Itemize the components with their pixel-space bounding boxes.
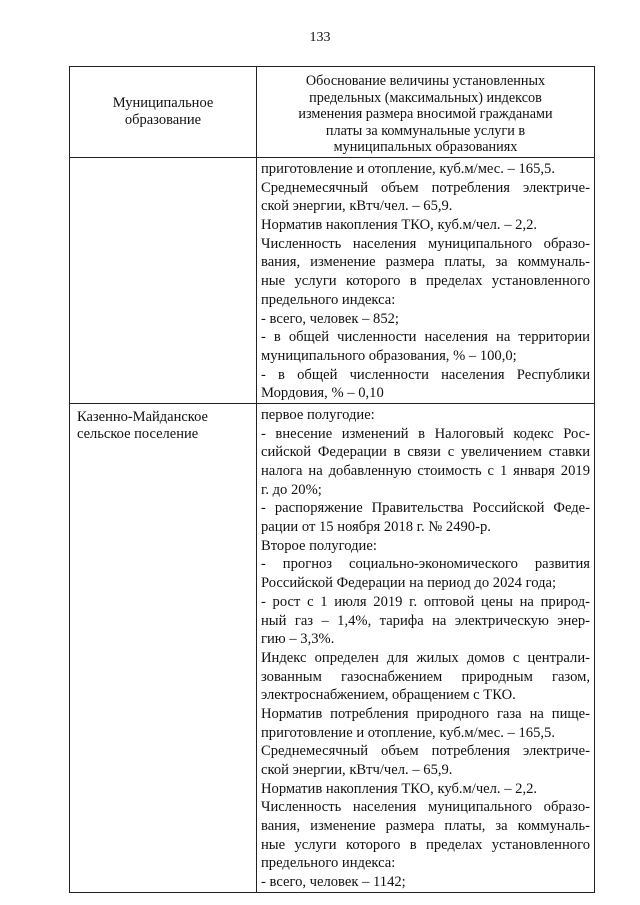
text-line: вания, изменение размера платы, за коммуналь- [261,818,590,835]
text-line: Мордовия, % – 0,10 [261,385,384,402]
header-justification [257,67,595,158]
header-justification-line: Обоснование величины установленных [305,73,546,89]
text-line: Норматив накопления ТКО, куб.м/чел. – 2,2. [261,780,538,797]
text-line: Среднемесячный объем потребления электриче- [261,743,590,760]
header-municipality [70,67,257,158]
text-line: г. до 20%; [261,481,322,498]
text-line: Численность населения муниципального образо- [261,235,590,252]
header-justification-line: платы за коммунальные услуги в [325,122,526,139]
text-line: ный газ – 1,4%, тарифа на электрическую энер- [261,612,590,629]
header-municipality-line: образование [124,112,202,128]
justification-cell [257,403,595,892]
text-line: электроснабжением, обращением с ТКО. [261,687,516,704]
text-line: Индекс определен для жилых домов с централи- [261,649,590,666]
text-line: - в общей численности населения Республики [261,366,590,383]
table-header-row [70,67,595,158]
text-line: ской энергии, кВтч/чел. – 65,9. [261,198,453,215]
table-row [70,158,595,404]
table-row [70,403,595,892]
text-line: предельного индекса: [261,291,396,308]
text-line: налога на добавленную стоимость с 1 января 2019 [261,463,590,479]
text-line: Норматив накопления ТКО, куб.м/чел. – 2,2. [261,217,538,234]
municipality-cell [70,158,257,404]
text-line: - всего, человек – 852; [261,310,399,327]
text-line: - всего, человек – 1142; [261,874,406,891]
page-number: 133 [309,30,331,45]
text-line: приготовление и отопление, куб.м/мес. – 165,5. [261,724,555,741]
text-line: рации от 15 ноября 2018 г. № 2490-р. [261,519,491,536]
text-line: ные услуги которого в пределах установленного [261,273,590,290]
municipality-name-line: сельское поселение [77,425,199,442]
text-line: ные услуги которого в пределах установленного [261,836,590,853]
text-line: муниципального образования, % – 100,0; [261,347,517,364]
text-line: - прогноз социально-экономического развития [261,556,590,573]
text-line: первое полугодие: [261,406,375,423]
text-line: вания, изменение размера платы, за коммуналь- [261,254,590,271]
text-line: Численность населения муниципального образо- [261,799,590,816]
text-line: Российской Федерации на период до 2024 года; [261,575,557,592]
municipal-index-table [69,66,595,893]
header-justification-line: изменения размера вносимой гражданами [298,106,553,122]
text-line: предельного индекса: [261,855,396,872]
text-line: ской энергии, кВтч/чел. – 65,9. [261,762,453,778]
text-line: - рост с 1 июля 2019 г. оптовой цены на природ- [261,593,590,610]
text-line: зованным газоснабжением природным газом, [261,668,590,685]
text-line: гию – 3,3%. [261,631,335,648]
header-justification-line: муниципальных образованиях [333,139,518,155]
header-municipality-line: Муниципальное [112,95,214,111]
text-line: Норматив потребления природного газа на пище- [261,705,590,722]
municipality-name-line: Казенно-Майданское [77,408,208,425]
municipality-cell [70,403,257,892]
text-line: приготовление и отопление, куб.м/мес. – 165,5. [261,161,555,177]
text-line: - распоряжение Правительства Российской Феде- [261,500,590,517]
text-line: - в общей численности населения на территории [261,329,590,346]
text-line: Среднемесячный объем потребления электриче- [261,179,590,196]
text-line: Второе полугодие: [261,537,377,554]
justification-cell [257,158,595,404]
text-line: - внесение изменений в Налоговый кодекс Рос- [261,425,590,442]
text-line: сийской Федерации в связи с увеличением ставки [261,444,590,461]
header-justification-line: предельных (максимальных) индексов [309,89,542,106]
